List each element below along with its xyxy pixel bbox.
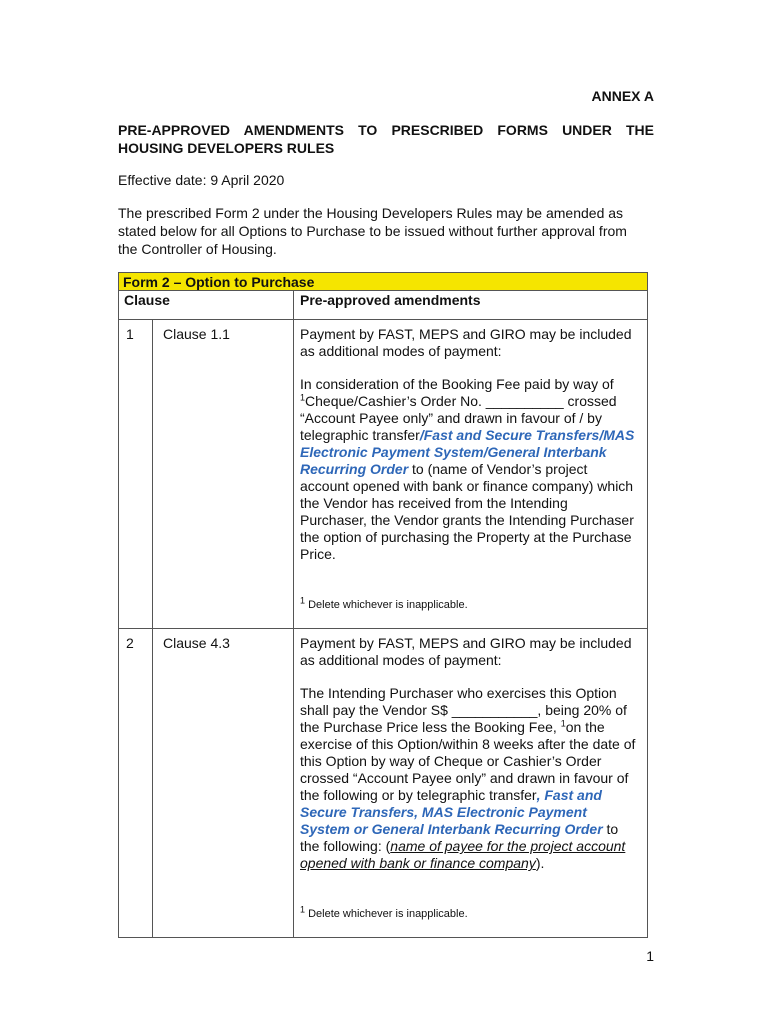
column-header-clause: Clause bbox=[119, 291, 294, 320]
footnote bbox=[300, 597, 637, 614]
amendment-lead: Payment by FAST, MEPS and GIRO may be included as additional modes of payment: bbox=[300, 326, 632, 359]
amendment-inserted-text: , Fast and Secure Transfers, MAS Electronic Payment System or General Interbank Recurring Order bbox=[300, 787, 603, 837]
amendment-text-part1b: on the exercise of this Option/within 8 weeks after the date of this Option by way of Cheque or Cashier’s Order crossed “Account Payee only” and drawn in favour of the following or by telegraphic transfer bbox=[300, 719, 636, 803]
amendment-text-part3: ). bbox=[535, 855, 545, 871]
title-line-2: HOUSING DEVELOPERS RULES bbox=[118, 140, 335, 156]
footnote-text: Delete whichever is inapplicable. bbox=[305, 908, 468, 920]
amendment-text bbox=[300, 685, 637, 872]
amendments-table bbox=[118, 272, 648, 938]
amendment-text-part2: to (name of Vendor’s project account opened with bank or finance company) which the Vendor has received from the Intending Purchaser, the Vendor grants the Intending Purchaser the option of purchasing the Property at the Purchase Price. bbox=[300, 461, 634, 562]
footnote-marker: 1 bbox=[560, 718, 566, 729]
row-clause: Clause 4.3 bbox=[153, 629, 294, 938]
row-amendment bbox=[294, 629, 648, 938]
amendment-text-prefix: In consideration of the Booking Fee paid by way of bbox=[300, 376, 614, 392]
footnote-text: Delete whichever is inapplicable. bbox=[305, 599, 468, 611]
amendment-underlined-text: name of payee for the project account opened with bank or finance company bbox=[300, 838, 626, 871]
table-row bbox=[119, 320, 648, 629]
annex-label: ANNEX A bbox=[591, 88, 654, 104]
row-number: 1 bbox=[119, 320, 153, 629]
row-amendment bbox=[294, 320, 648, 629]
intro-paragraph: The prescribed Form 2 under the Housing Developers Rules may be amended as stated below for all Options to Purchase to be issued without further approval from the Controller of Housing. bbox=[118, 205, 627, 257]
title-line-1: PRE-APPROVED AMENDMENTS TO PRESCRIBED FORMS UNDER THE bbox=[118, 122, 654, 138]
document-title bbox=[118, 121, 654, 157]
row-number: 2 bbox=[119, 629, 153, 938]
amendment-text-part1: Cheque/Cashier’s Order No. __________ crossed “Account Payee only” and drawn in favour of / by telegraphic transfer bbox=[300, 393, 617, 443]
amendment-text bbox=[300, 376, 637, 563]
footnote-number: 1 bbox=[300, 904, 306, 915]
amendment-inserted-text: /Fast and Secure Transfers/MAS Electronic Payment System/General Interbank Recurring Order bbox=[300, 427, 635, 477]
amendment-lead: Payment by FAST, MEPS and GIRO may be included as additional modes of payment: bbox=[300, 635, 632, 668]
amendment-text-part1: The Intending Purchaser who exercises this Option shall pay the Vendor S$ ___________, being 20% of the Purchase Price less the Booking Fee, bbox=[300, 685, 627, 735]
page-number: 1 bbox=[646, 948, 654, 964]
footnote-marker: 1 bbox=[300, 392, 306, 403]
amendment-text-part2: to the following: ( bbox=[300, 821, 619, 854]
column-header-amendments: Pre-approved amendments bbox=[294, 291, 648, 320]
footnote-number: 1 bbox=[300, 595, 306, 606]
table-header-row bbox=[119, 291, 648, 320]
footnote bbox=[300, 906, 637, 923]
row-clause: Clause 1.1 bbox=[153, 320, 294, 629]
table-row bbox=[119, 629, 648, 938]
effective-date: Effective date: 9 April 2020 bbox=[118, 172, 285, 188]
form-title: Form 2 – Option to Purchase bbox=[119, 273, 648, 291]
